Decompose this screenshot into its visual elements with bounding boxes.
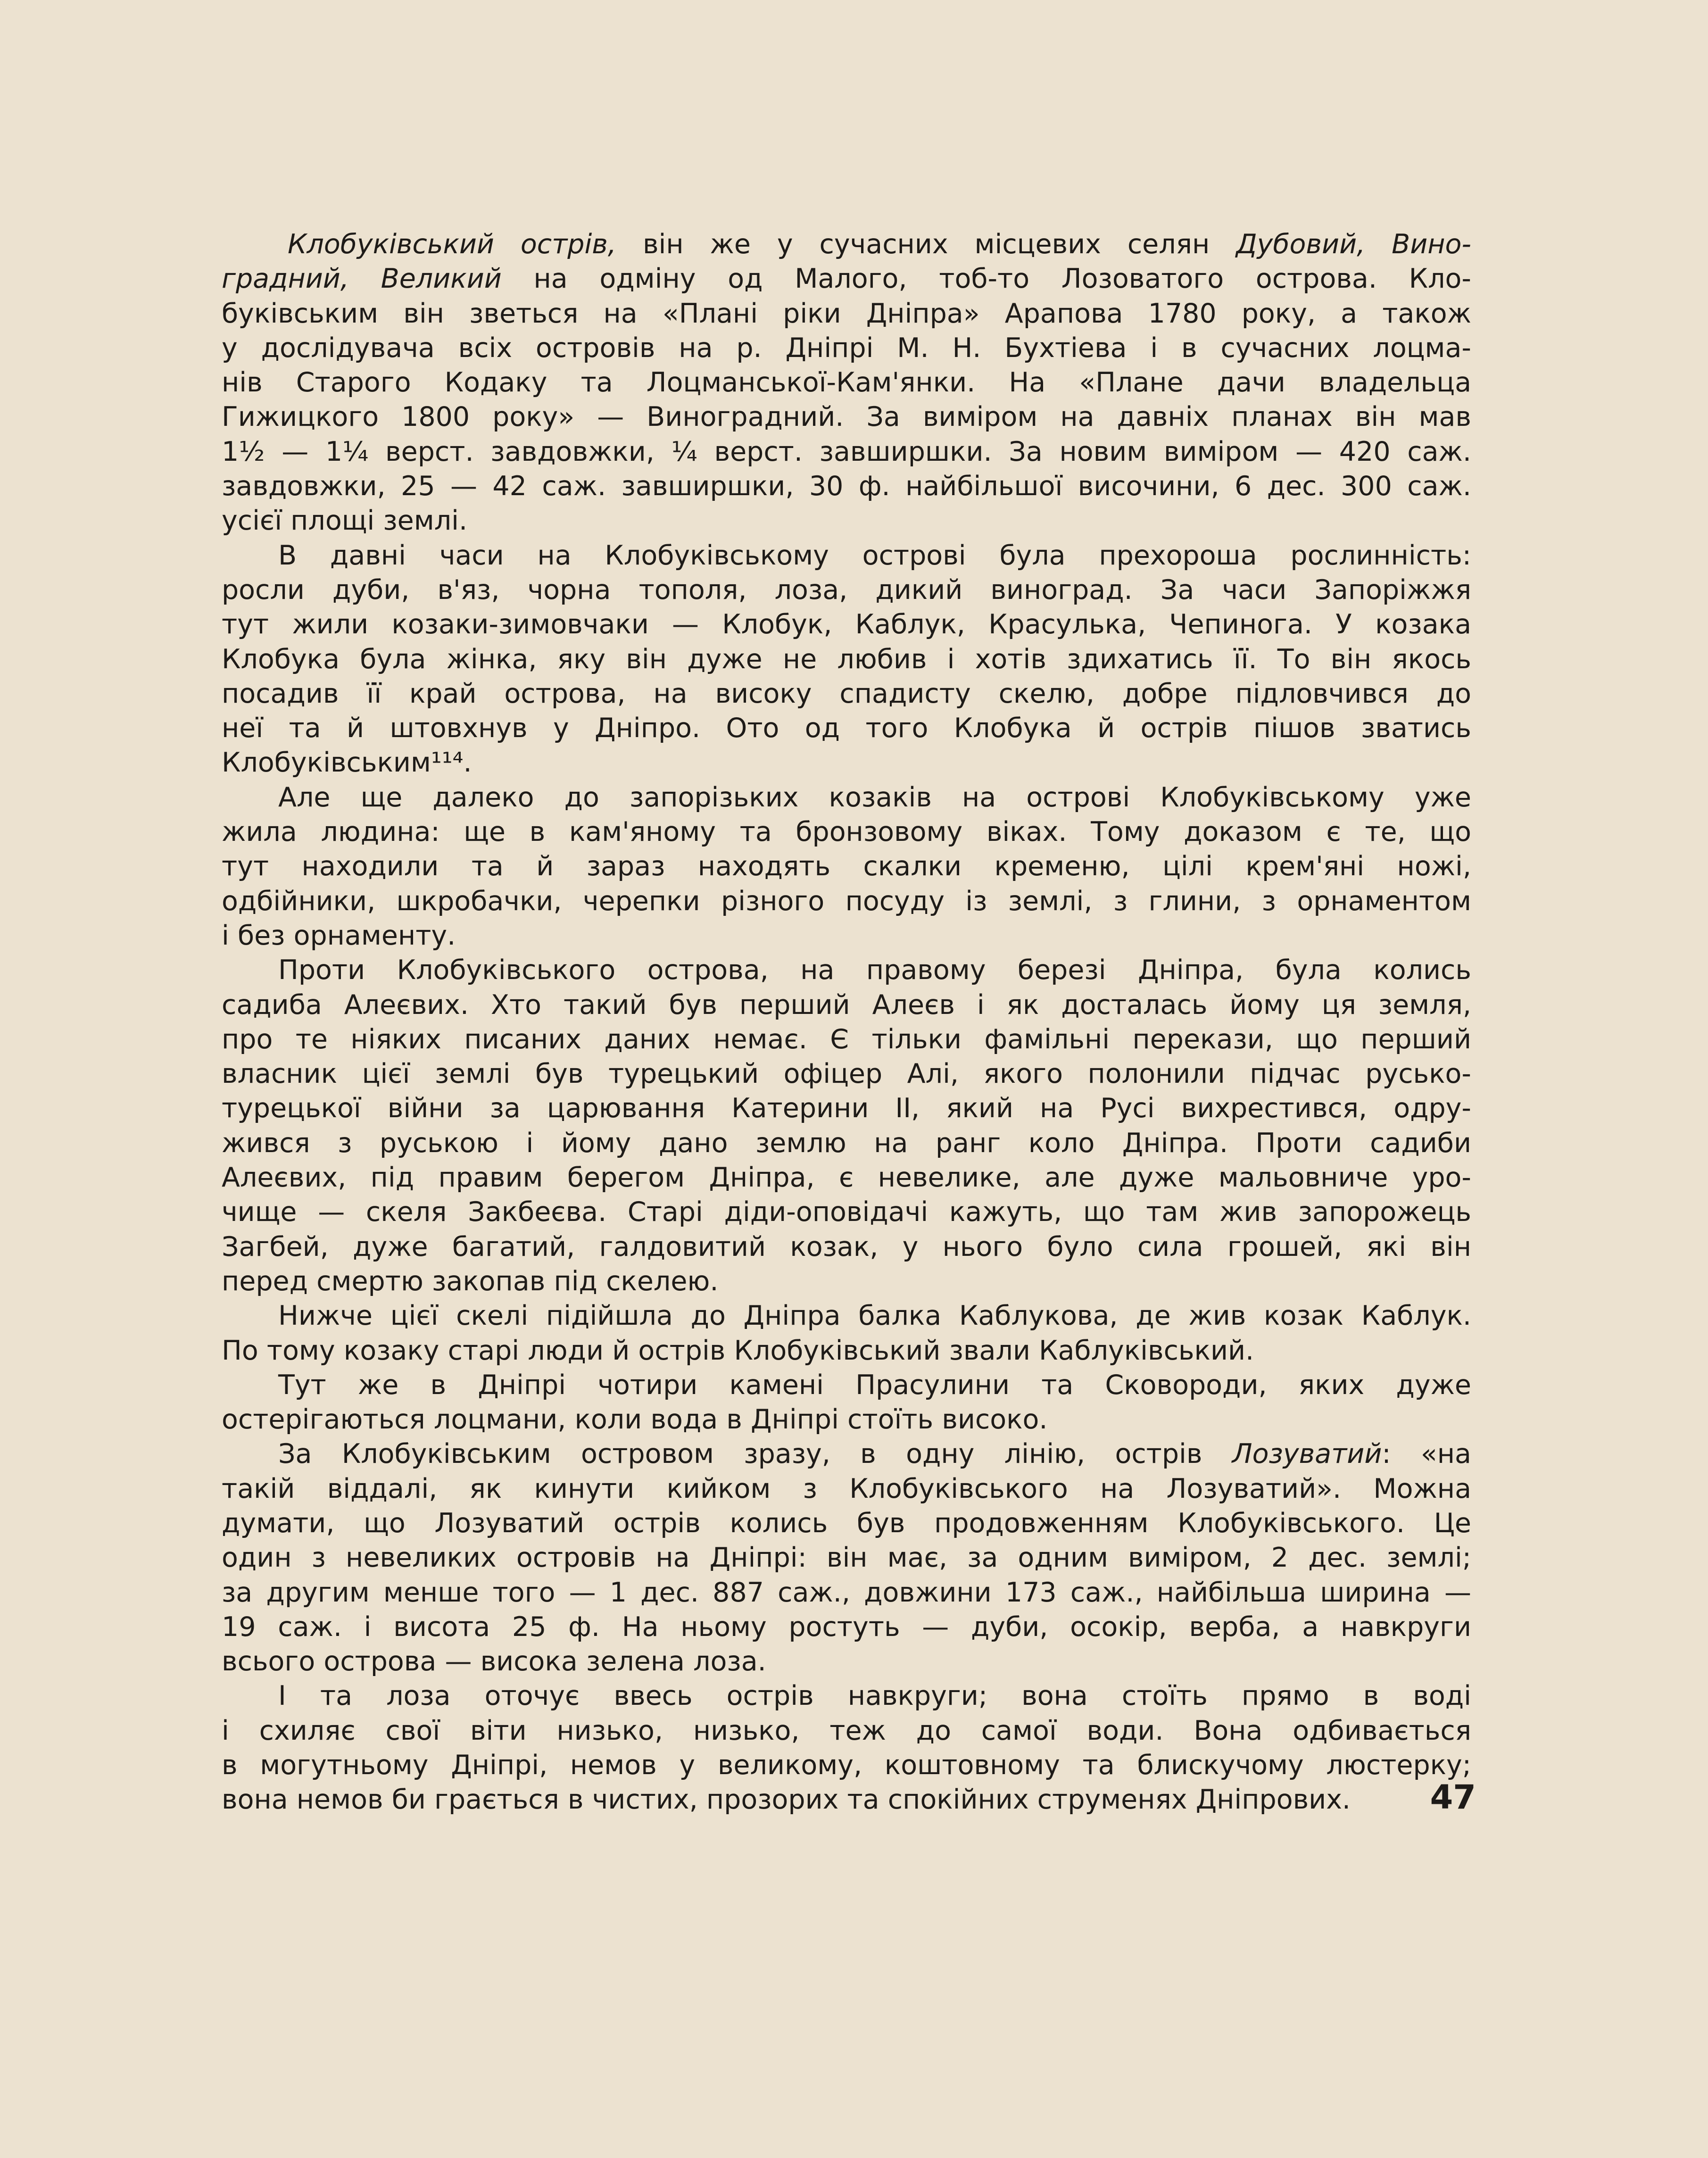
text-run: За Клобуківським островом зразу, в одну лінію, острів: [278, 1438, 1232, 1470]
text-run: і без орнаменту.: [222, 920, 456, 951]
text-line: [222, 1472, 1471, 1506]
text-run: про те ніяких писаних даних немає. Є тільки фамільні перекази, що перший: [222, 1023, 1471, 1055]
text-run: Але ще далеко до запорізьких козаків на острові Клобуківському уже: [278, 781, 1471, 813]
text-line: [222, 1610, 1471, 1644]
text-run: чище — скеля Закбеєва. Старі діди-оповідачі кажуть, що там жив запорожець: [222, 1196, 1471, 1228]
text-line: [222, 227, 1471, 262]
text-run: один з невеликих островів на Дніпрі: він має, за одним виміром, 2 дес. землі;: [222, 1542, 1471, 1574]
text-line: [222, 677, 1471, 711]
text-run: тут жили козаки-зимовчаки — Клобук, Каблук, Красулька, Чепинога. У козака: [222, 609, 1471, 640]
text-line: [222, 573, 1471, 607]
text-run: Тут же в Дніпрі чотири камені Прасулини та Сковороди, яких дуже: [278, 1369, 1471, 1401]
text-line: [222, 1541, 1471, 1575]
text-run: у дослідувача всіх островів на р. Дніпрі М. Н. Бухтіева і в сучасних лоцма-: [222, 332, 1471, 364]
text-line: [222, 1299, 1471, 1333]
text-run: : «на: [1382, 1438, 1471, 1470]
text-run: Алеєвих, під правим берегом Дніпра, є невелике, але дуже мальовниче уро-: [222, 1162, 1471, 1194]
text-line: [222, 1230, 1471, 1264]
text-run: в могутньому Дніпрі, немов у великому, коштовному та блискучому люстерку;: [222, 1750, 1471, 1781]
text-line: [222, 711, 1471, 746]
text-line: [222, 919, 1471, 953]
text-line: [222, 988, 1471, 1022]
page-number: 47: [1430, 1778, 1476, 1817]
text-run: І та лоза оточує ввесь острів навкруги; вона стоїть прямо в воді: [278, 1680, 1471, 1712]
text-line: [222, 849, 1471, 884]
text-line: [222, 884, 1471, 919]
text-line: [222, 1334, 1471, 1368]
text-run: такій віддалі, як кинути кийком з Клобуківського на Лозуватий». Можна: [222, 1473, 1471, 1504]
text-body: [222, 227, 1471, 1818]
italic-term: Дубовий, Вино-: [1236, 229, 1471, 260]
text-line: [222, 1679, 1471, 1713]
text-run: він же у сучасних місцевих селян: [616, 229, 1236, 260]
text-run: 19 саж. і висота 25 ф. На ньому ростуть — дуби, осокір, верба, а навкруги: [222, 1611, 1471, 1643]
paragraph: [222, 1368, 1471, 1437]
text-line: [222, 1161, 1471, 1195]
text-run: В давні часи на Клобуківському острові була прехороша рослинність:: [278, 540, 1471, 571]
text-line: [222, 1783, 1471, 1817]
text-run: 1½ — 1¼ верст. завдовжки, ¼ верст. завширшки. За новим виміром — 420 саж.: [222, 436, 1471, 467]
italic-term: Лозуватий: [1232, 1438, 1382, 1470]
paragraph: [222, 1679, 1471, 1817]
paragraph: [222, 227, 1471, 539]
text-line: [222, 1644, 1471, 1679]
paragraph: [222, 1437, 1471, 1679]
text-run: всього острова — висока зелена лоза.: [222, 1646, 766, 1677]
text-run: власник цієї землі був турецький офіцер Алі, якого полонили підчас русько-: [222, 1058, 1471, 1090]
text-run: усієї площі землі.: [222, 505, 468, 537]
paragraph: [222, 780, 1471, 953]
text-run: турецької війни за царювання Катерини II, який на Русі вихрестився, одру-: [222, 1093, 1471, 1124]
paragraph: [222, 953, 1471, 1299]
text-line: [222, 815, 1471, 849]
text-run: Нижче цієї скелі підійшла до Дніпра балка Каблукова, де жив козак Каблук.: [278, 1300, 1471, 1332]
text-run: завдовжки, 25 — 42 саж. завширшки, 30 ф. найбільшої височини, 6 дес. 300 саж.: [222, 471, 1471, 502]
text-run: на одміну од Малого, тоб-то Лозоватого острова. Кло-: [501, 263, 1471, 295]
text-line: [222, 1022, 1471, 1057]
text-run: остерігаються лоцмани, коли вода в Дніпрі стоїть високо.: [222, 1404, 1048, 1436]
text-line: [222, 1126, 1471, 1161]
text-run: Загбей, дуже багатий, галдовитий козак, у нього було сила грошей, які він: [222, 1231, 1471, 1262]
text-run: вона немов би грається в чистих, прозорих та спокійних струменях Дніпрових.: [222, 1784, 1351, 1816]
text-line: [222, 1264, 1471, 1299]
text-line: [222, 1437, 1471, 1471]
text-run: одбійники, шкробачки, черепки різного посуду із землі, з глини, з орнаментом: [222, 885, 1471, 917]
text-run: буківським він зветься на «Плані ріки Дніпра» Арапова 1780 року, а також: [222, 298, 1471, 329]
text-line: [222, 1195, 1471, 1229]
text-line: [222, 953, 1471, 988]
text-line: [222, 1506, 1471, 1541]
text-line: [222, 1403, 1471, 1437]
italic-term: Клобуківський острів,: [288, 229, 617, 260]
text-line: [222, 642, 1471, 677]
text-run: садиба Алеєвих. Хто такий був перший Алеєв і як досталась йому ця земля,: [222, 989, 1471, 1021]
text-line: [222, 262, 1471, 296]
text-line: [222, 607, 1471, 642]
text-line: [222, 539, 1471, 573]
text-line: [222, 1368, 1471, 1403]
text-run: Клобуківським¹¹⁴.: [222, 747, 472, 779]
text-line: [222, 1576, 1471, 1610]
text-run: Клобука була жінка, яку він дуже не любив і хотів здихатись її. То він якось: [222, 643, 1471, 675]
text-line: [222, 297, 1471, 331]
text-line: [222, 1714, 1471, 1748]
text-run: жився з руською і йому дано землю на ранг коло Дніпра. Проти садиби: [222, 1127, 1471, 1159]
text-run: перед смертю закопав під скелею.: [222, 1265, 719, 1297]
text-run: і схиляє свої віти низько, низько, теж до самої води. Вона одбивається: [222, 1715, 1471, 1746]
text-run: нів Старого Кодаку та Лоцманської-Кам'янки. На «Плане дачи владельца: [222, 367, 1471, 398]
text-line: [222, 331, 1471, 365]
text-run: посадив її край острова, на високу спадисту скелю, добре підловчився до: [222, 678, 1471, 709]
text-line: [222, 469, 1471, 504]
paragraph: [222, 539, 1471, 780]
text-line: [222, 435, 1471, 469]
text-run: неї та й штовхнув у Дніпро. Ото од того Клобука й острів пішов зватись: [222, 713, 1471, 744]
text-line: [222, 365, 1471, 400]
italic-term: градний, Великий: [222, 263, 502, 295]
text-run: Гижицкого 1800 року» — Виноградний. За виміром на давніх планах він мав: [222, 401, 1471, 433]
text-line: [222, 780, 1471, 815]
paragraph: [222, 1299, 1471, 1368]
text-line: [222, 746, 1471, 780]
text-run: за другим менше того — 1 дес. 887 саж., довжини 173 саж., найбільша ширина —: [222, 1577, 1471, 1608]
text-run: По тому козаку старі люди й острів Клобуківський звали Каблуківський.: [222, 1335, 1254, 1366]
text-line: [222, 504, 1471, 538]
text-line: [222, 400, 1471, 434]
text-run: думати, що Лозуватий острів колись був продовженням Клобуківського. Це: [222, 1507, 1471, 1539]
text-run: жила людина: ще в кам'яному та бронзовому віках. Тому доказом є те, що: [222, 816, 1471, 848]
text-run: Проти Клобуківського острова, на правому березі Дніпра, була колись: [278, 954, 1471, 986]
text-run: тут находили та й зараз находять скалки кременю, цілі крем'яні ножі,: [222, 851, 1471, 882]
text-line: [222, 1748, 1471, 1783]
text-line: [222, 1057, 1471, 1091]
text-run: росли дуби, в'яз, чорна тополя, лоза, дикий виноград. За часи Запоріжжя: [222, 574, 1471, 606]
text-line: [222, 1091, 1471, 1126]
